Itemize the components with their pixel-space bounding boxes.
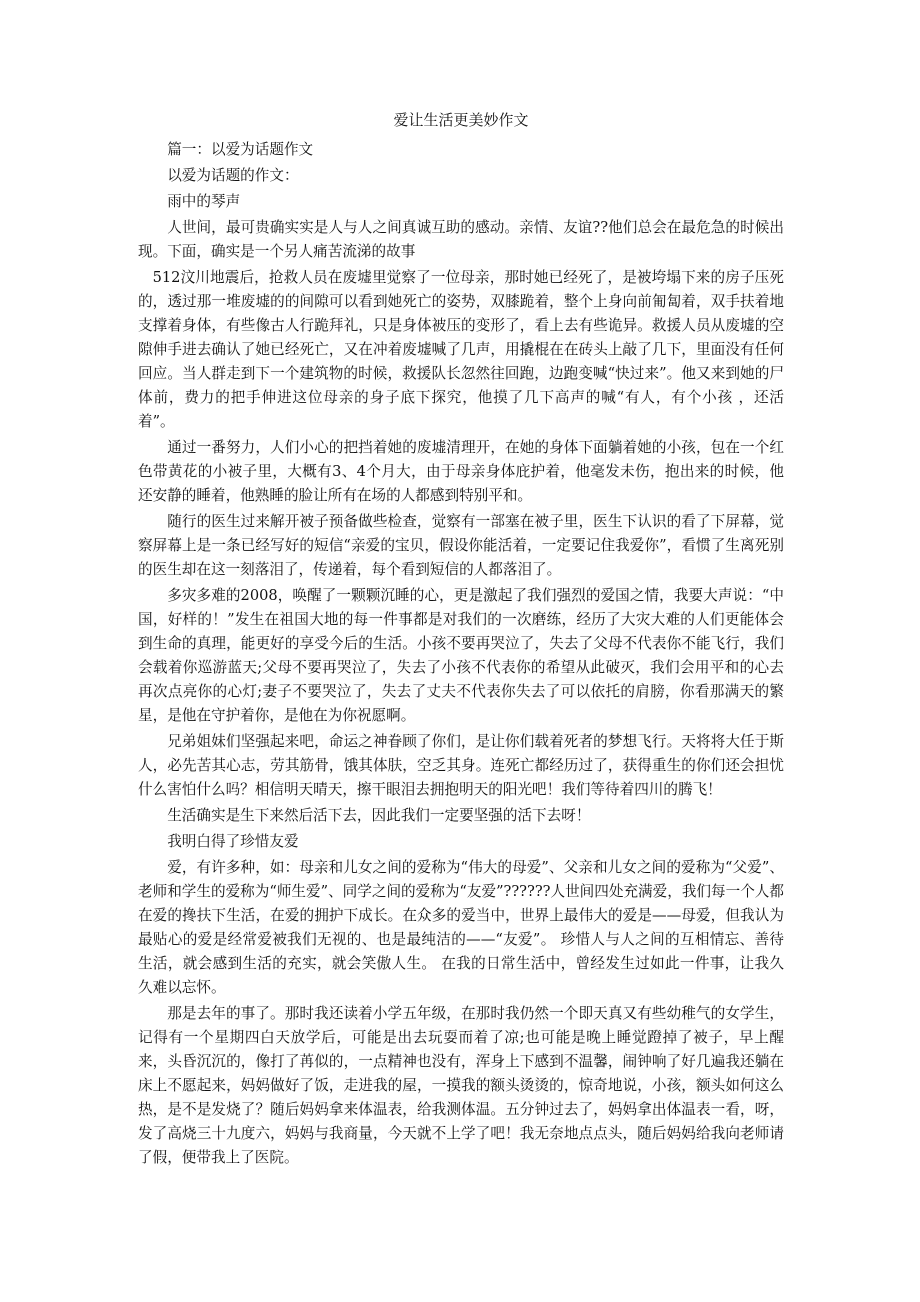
subheading-friendship: 我明白得了珍惜友爱 [167, 833, 299, 850]
document-page [138, 108, 784, 1172]
paragraph: 人世间，最可贵确实实是人与人之间真诚互助的感动。亲情、友谊??他们总会在最危急的时候出现。下面，确实是一个另人痛苦流涕的故事 [138, 219, 784, 260]
paragraph: 随行的医生过来解开被子预备做些检查，觉察有一部塞在被子里，医生下认识的看了下屏幕，觉察屏幕上是一条已经写好的短信“亲爱的宝贝，假设你能活着，一定要记住我爱你”，看惯了生离死别的医生却在这一刻落泪了，传递着，每个看到短信的人都落泪了。 [138, 513, 784, 578]
paragraph: 通过一番努力，人们小心的把挡着她的废墟清理开，在她的身体下面躺着她的小孩，包在一个红色带黄花的小被子里，大概有3、4个月大，由于母亲身体庇护着，他毫发未伤，抱出来的时候，他还安静的睡着，他熟睡的脸让所有在场的人都感到特别平和。 [138, 439, 784, 504]
subheading-story-title: 雨中的琴声 [167, 193, 241, 210]
heading-essay-one: 篇一：以爱为话题作文 [167, 141, 314, 158]
paragraph: 那是去年的事了。那时我还读着小学五年级，在那时我仍然一个即天真又有些幼稚气的女学生，记得有一个星期四白天放学后，可能是出去玩耍而着了凉;也可能是晚上睡觉蹬掉了被子，早上醒来，头昏沉沉的，像打了苒似的，一点精神也没有，浑身上下感到不温馨，闹钟响了好几遍我还躺在床上不愿起来，妈妈做好了饭，走进我的屋，一摸我的额头烫烫的，惊奇地说，小孩，额头如何这么热，是不是发烧了？随后妈妈拿来体温表，给我测体温。五分钟过去了，妈妈拿出体温表一看，呀，发了高烧三十九度六，妈妈与我商量，今天就不上学了吧！我无奈地点点头，随后妈妈给我向老师请了假，便带我上了医院。 [138, 1005, 784, 1166]
document-title: 爱让生活更美妙作文 [393, 111, 529, 129]
subheading-topic: 以爱为话题的作文： [167, 167, 299, 184]
paragraph: 多灾多难的2008，唤醒了一颗颗沉睡的心，更是激起了我们强烈的爱国之情，我要大声说：“中国，好样的！”发生在祖国大地的每一件事都是对我们的一次磨练，经历了大灾大难的人们更能体会到生命的真理，能更好的享受今后的生活。小孩不要再哭泣了，失去了父母不代表你不能飞行，我们会载着你巡游蓝天;父母不要再哭泣了，失去了小孩不代表你的希望从此破灭，我们会用平和的心去再次点亮你的心灯;妻子不要哭泣了，失去了丈夫不代表你失去了可以依托的肩膀，你看那满天的繁星，是他在守护着你，是他在为你祝愿啊。 [138, 587, 784, 724]
paragraph: 生活确实是生下来然后活下去，因此我们一定要坚强的活下去呀！ [167, 807, 591, 824]
paragraph: 兄弟姐妹们坚强起来吧，命运之神眷顾了你们，是让你们载着死者的梦想飞行。天将将大任于斯人，必先苦其心志，劳其筋骨，饿其体肤，空乏其身。连死亡都经历过了，获得重生的你们还会担忧什么害怕什么吗？相信明天晴天，擦干眼泪去拥抱明天的阳光吧！我们等待着四川的腾飞！ [138, 733, 784, 798]
paragraph: 爱，有许多种，如：母亲和儿女之间的爱称为“伟大的母爱”、父亲和儿女之间的爱称为“父爱”、老师和学生的爱称为“师生爱”、同学之间的爱称为“友爱”??????人世间四处充满爱，我们每一个人都在爱的搀扶下生活，在爱的拥护下成长。在众多的爱当中，世界上最伟大的爱是——母爱，但我认为最贴心的爱是经常爱被我们无视的、也是最纯洁的——“友爱”。 珍惜人与人之间的互相情忘、善待生活，就会感到生活的充实，就会笑傲人生。 在我的日常生活中，曾经发生过如此一件事，让我久久难以忘怀。 [138, 859, 784, 996]
paragraph: 512汶川地震后，抢救人员在废墟里觉察了一位母亲，那时她已经死了，是被垮塌下来的房子压死的，透过那一堆废墟的的间隙可以看到她死亡的姿势，双膝跪着，整个上身向前匍匐着，双手扶着地支撑着身体，有些像古人行跪拜礼，只是身体被压的变形了，看上去有些诡异。救援人员从废墟的空隙伸手进去确认了她已经死亡，又在冲着废墟喊了几声，用撬棍在在砖头上敲了几下，里面没有任何回应。当人群走到下一个建筑物的时候，救援队长忽然往回跑，边跑变喊“快过来”。他又来到她的尸体前，费力的把手伸进这位母亲的身子底下探究，他摸了几下高声的喊“有人，有个小孩 ，还活着”。 [138, 269, 784, 430]
